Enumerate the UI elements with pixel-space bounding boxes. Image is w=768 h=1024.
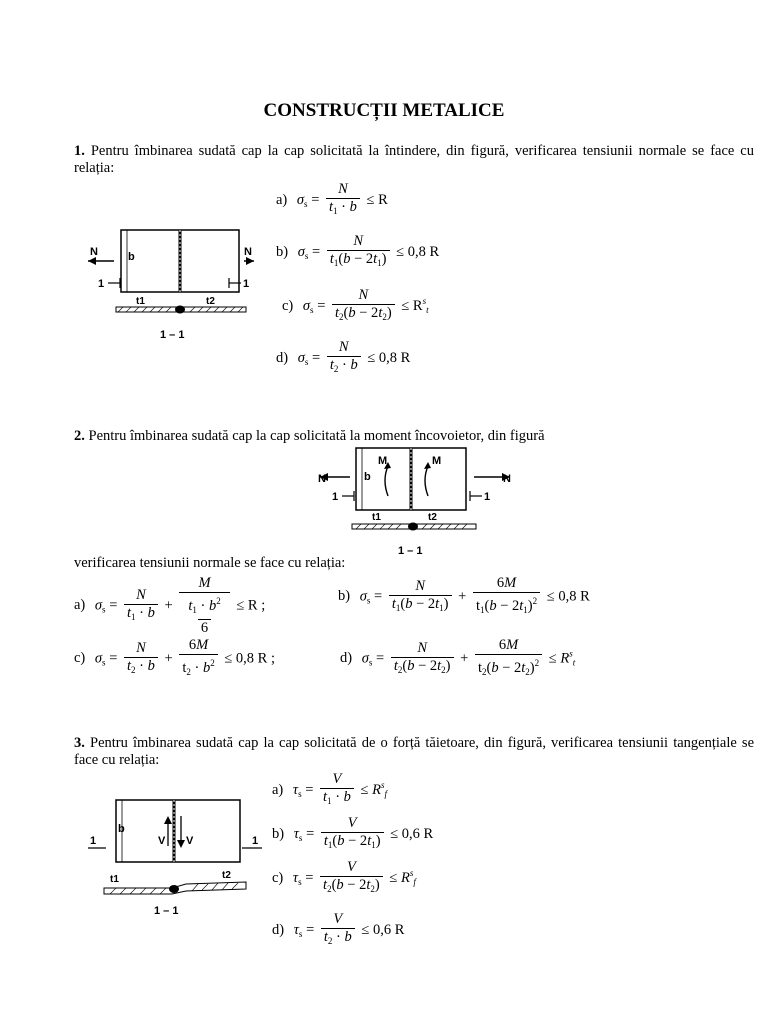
q3-option-c[interactable]: c) $\tau_s$ = $\frac{V}{t_2(b - 2t_2)}$ ≤ $R^s_f$ xyxy=(272,860,416,897)
fig3-V-right: V xyxy=(186,835,194,847)
fig1-N-left: N xyxy=(90,246,98,258)
fig2-t1-label: t1 xyxy=(372,512,381,523)
q3-option-b[interactable]: b) $\tau_s$ = $\frac{V}{t_1(b - 2t_1)}$ ≤ 0,6 R xyxy=(272,816,433,853)
fig1-section-left: 1 xyxy=(98,278,105,290)
q1-option-b[interactable]: b) $\sigma_s$ = $\frac{N}{t_1(b - 2t_1)}$ ≤ 0,8 R xyxy=(276,234,439,271)
q2-option-c[interactable]: c) $\sigma_s$ = $\frac{N}{t_2 \cdot b}$ + $\frac{6M}{t_2 \cdot b^2}$ ≤ 0,8 R ; xyxy=(74,638,275,680)
fig2-t2-label: t2 xyxy=(428,512,437,523)
fig1-t1-label: t1 xyxy=(136,296,145,307)
question-1-number: 1. xyxy=(74,143,85,159)
figure-2-weld-moment xyxy=(316,444,516,558)
fig3-V-left: V xyxy=(158,835,166,847)
question-3-statement: Pentru îmbinarea sudată cap la cap solicitată de o forță tăietoare, din figură, verificarea tensiunii tangențiale se face cu relația: xyxy=(74,735,755,768)
q2-option-a[interactable]: a) $\sigma_s$ = $\frac{N}{t_1 \cdot b}$ + $\frac{M}{\frac{t_1 \cdot b^2}{6}}$ ≤ R ; xyxy=(74,575,266,636)
fig1-b-label: b xyxy=(128,251,135,263)
fig1-section-right: 1 xyxy=(243,278,250,290)
question-2-number: 2. xyxy=(74,428,85,444)
fig1-N-right: N xyxy=(244,246,252,258)
fig2-section-right: 1 xyxy=(484,491,491,503)
fig3-section-caption: 1 – 1 xyxy=(154,905,179,917)
fig2-section-left: 1 xyxy=(332,491,339,503)
figure-1-weld-tension xyxy=(86,222,256,346)
fig2-N-left: N xyxy=(318,473,326,485)
question-3-number: 3. xyxy=(74,735,85,751)
question-2-text xyxy=(74,428,754,445)
page-title: CONSTRUCȚII METALICE xyxy=(263,100,505,121)
fig2-M-right: M xyxy=(432,455,442,467)
fig3-b-label: b xyxy=(118,823,125,835)
q3-option-d[interactable]: d) $\tau_s$ = $\frac{V}{t_2 \cdot b}$ ≤ 0,6 R xyxy=(272,912,404,949)
fig3-t1-label: t1 xyxy=(110,874,119,885)
question-3-text xyxy=(74,735,754,769)
fig2-M-left: M xyxy=(378,455,388,467)
figure-3-weld-shear xyxy=(86,796,266,920)
q1-option-c[interactable]: c) $\sigma_s$ = $\frac{N}{t_2(b - 2t_2)}$ ≤ $R^s_t$ xyxy=(282,288,429,325)
question-1-statement: Pentru îmbinarea sudată cap la cap solicitată la întindere, din figură, verificarea tensiunii normale se face cu relația: xyxy=(74,143,754,176)
fig1-section-caption: 1 – 1 xyxy=(160,329,185,341)
question-1-text xyxy=(74,143,754,177)
fig2-N-right: N xyxy=(503,473,511,485)
q2-option-d[interactable]: d) $\sigma_s$ = $\frac{N}{t_2(b - 2t_2)}$ + $\frac{6M}{t_2(b - 2t_2)^2}$ ≤ $R^s_t$ xyxy=(340,638,575,680)
fig3-t2-label: t2 xyxy=(222,870,231,881)
question-2-statement: Pentru îmbinarea sudată cap la cap solicitată la moment încovoietor, din figură xyxy=(88,428,545,444)
q1-option-a[interactable]: a) $\sigma_s$ = $\frac{N}{t_1 \cdot b}$ ≤ R xyxy=(276,182,388,219)
q3-option-a[interactable]: a) $\tau_s$ = $\frac{V}{t_1 \cdot b}$ ≤ $R^s_f$ xyxy=(272,772,387,809)
fig3-section-right: 1 xyxy=(252,835,259,847)
fig3-section-left: 1 xyxy=(90,835,97,847)
fig2-b-label: b xyxy=(364,471,371,483)
q2-option-b[interactable]: b) $\sigma_s$ = $\frac{N}{t_1(b - 2t_1)}$ + $\frac{6M}{t_1(b - 2t_1)^2}$ ≤ 0,8 R xyxy=(338,576,590,618)
question-2-text-continued: verificarea tensiunii normale se face cu relația: xyxy=(74,555,346,571)
q1-option-d[interactable]: d) $\sigma_s$ = $\frac{N}{t_2 \cdot b}$ ≤ 0,8 R xyxy=(276,340,410,377)
fig2-section-caption: 1 – 1 xyxy=(398,545,423,557)
fig1-t2-label: t2 xyxy=(206,296,215,307)
